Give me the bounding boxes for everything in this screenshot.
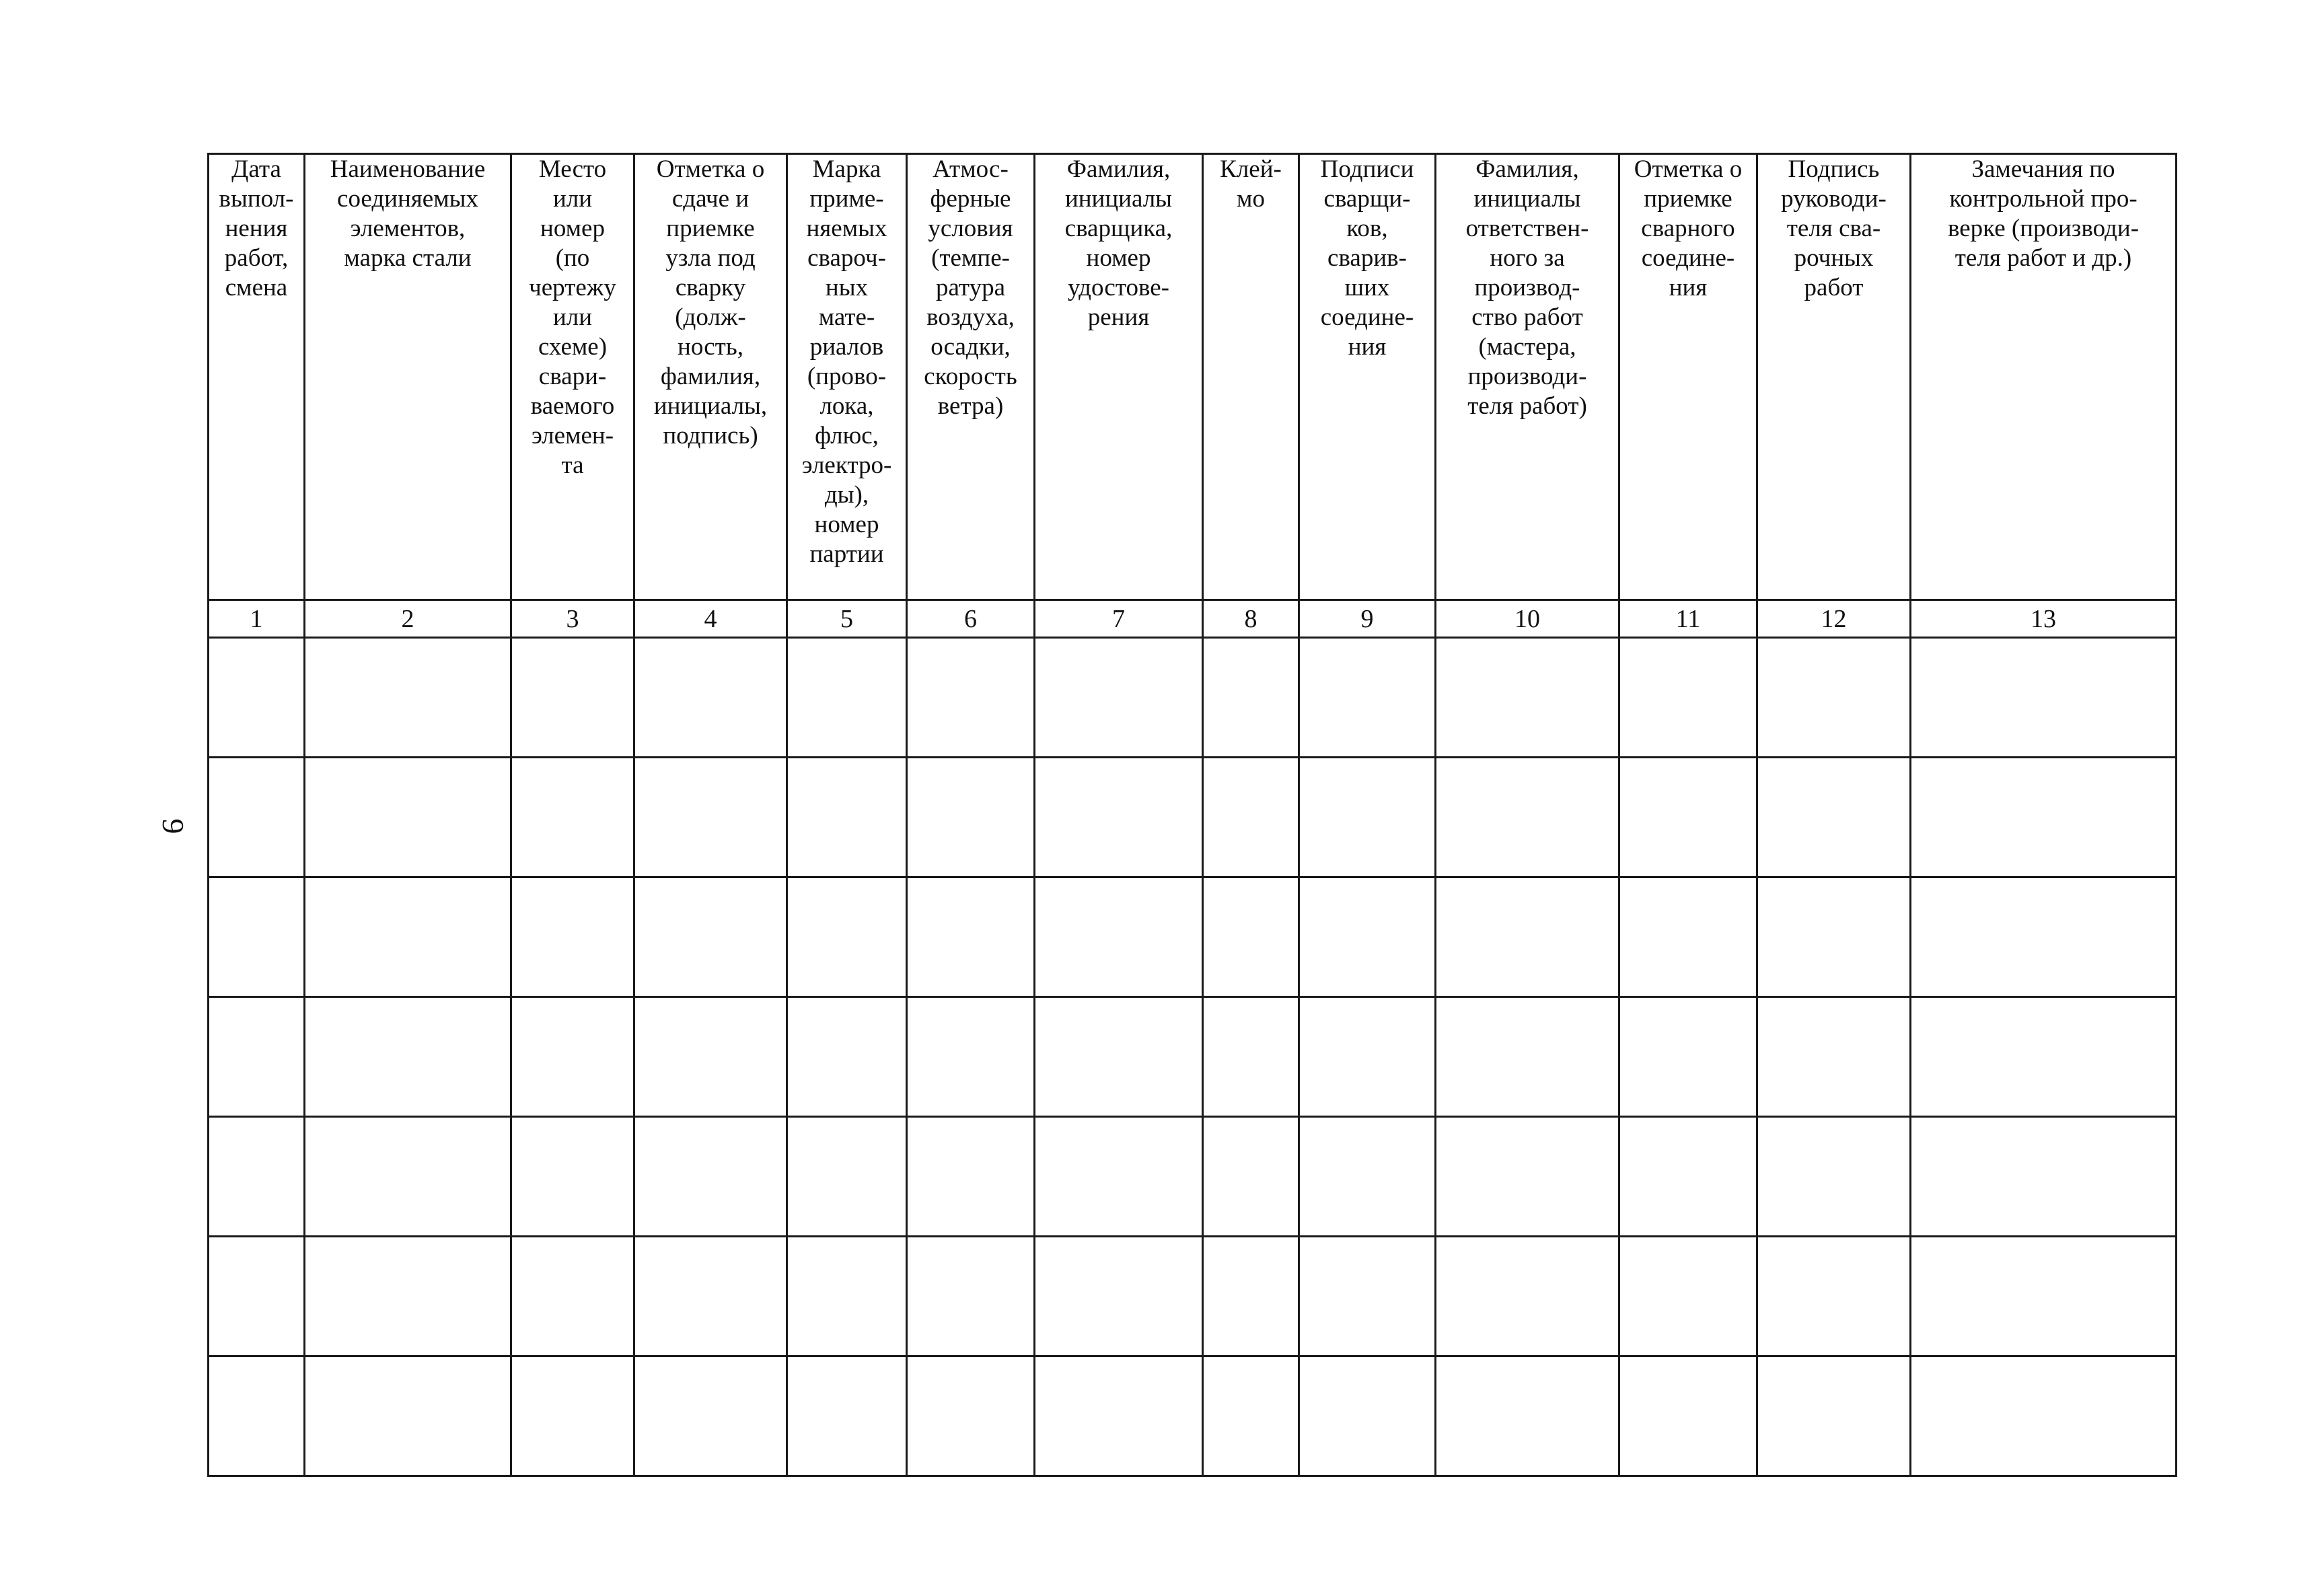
table-cell[interactable]	[1203, 1117, 1299, 1237]
table-cell[interactable]	[209, 877, 305, 997]
table-cell[interactable]	[1436, 877, 1619, 997]
table-cell[interactable]	[1436, 1237, 1619, 1356]
table-cell[interactable]	[1436, 997, 1619, 1117]
table-cell[interactable]	[787, 1356, 907, 1476]
table-cell[interactable]	[305, 1356, 511, 1476]
table-cell[interactable]	[787, 1237, 907, 1356]
column-number: 8	[1203, 600, 1299, 638]
table-cell[interactable]	[1035, 877, 1203, 997]
column-number: 12	[1757, 600, 1911, 638]
column-header-responsible: Фамилия, инициалы ответствен- ного за производ- ство работ (мастера, производи- теля работ)	[1436, 154, 1619, 600]
column-header-supervisor-signature: Подпись руководи- теля сва- рочных работ	[1757, 154, 1911, 600]
table-cell[interactable]	[787, 877, 907, 997]
table-cell[interactable]	[1436, 758, 1619, 877]
table-cell[interactable]	[1619, 638, 1757, 758]
table-cell[interactable]	[1299, 997, 1436, 1117]
table-cell[interactable]	[1035, 1237, 1203, 1356]
page-number: 9	[156, 818, 191, 834]
table-cell[interactable]	[1203, 1356, 1299, 1476]
column-number: 1	[209, 600, 305, 638]
table-cell[interactable]	[907, 997, 1035, 1117]
column-number: 6	[907, 600, 1035, 638]
column-number: 11	[1619, 600, 1757, 638]
column-header-joint-acceptance: Отметка о приемке сварного соедине- ния	[1619, 154, 1757, 600]
table-cell[interactable]	[1619, 1117, 1757, 1237]
table-cell[interactable]	[209, 758, 305, 877]
table-cell[interactable]	[1911, 1237, 2177, 1356]
column-header-assembly-acceptance: Отметка о сдаче и приемке узла под сварку (долж- ность, фамилия, инициалы, подпись)	[634, 154, 787, 600]
column-header-date: Дата выпол- нения работ, смена	[209, 154, 305, 600]
table-cell[interactable]	[511, 758, 634, 877]
column-number: 10	[1436, 600, 1619, 638]
table-cell[interactable]	[1035, 1117, 1203, 1237]
table-cell[interactable]	[1299, 758, 1436, 877]
table-cell[interactable]	[907, 1117, 1035, 1237]
table-cell[interactable]	[907, 758, 1035, 877]
table-cell[interactable]	[634, 1237, 787, 1356]
table-cell[interactable]	[1035, 638, 1203, 758]
table-cell[interactable]	[907, 638, 1035, 758]
column-header-welder-signatures: Подписи сварщи- ков, сварив- ших соедине- ния	[1299, 154, 1436, 600]
table-cell[interactable]	[634, 997, 787, 1117]
table-cell[interactable]	[305, 997, 511, 1117]
table-cell[interactable]	[511, 1356, 634, 1476]
table-cell[interactable]	[634, 1117, 787, 1237]
table-cell[interactable]	[511, 1237, 634, 1356]
table-cell[interactable]	[1203, 997, 1299, 1117]
table-cell[interactable]	[907, 1237, 1035, 1356]
table-cell[interactable]	[305, 877, 511, 997]
column-number: 7	[1035, 600, 1203, 638]
table-cell[interactable]	[209, 1356, 305, 1476]
table-cell[interactable]	[1757, 758, 1911, 877]
column-header-stamp: Клей- мо	[1203, 154, 1299, 600]
table-cell[interactable]	[1757, 1356, 1911, 1476]
table-cell[interactable]	[1436, 1356, 1619, 1476]
table-cell[interactable]	[1911, 997, 2177, 1117]
table-row	[209, 1356, 2177, 1476]
column-header-weather: Атмос- ферные условия (темпе- ратура воздуха, осадки, скорость ветра)	[907, 154, 1035, 600]
table-cell[interactable]	[634, 758, 787, 877]
table-cell[interactable]	[1299, 1117, 1436, 1237]
table-cell[interactable]	[1911, 638, 2177, 758]
column-number: 13	[1911, 600, 2177, 638]
table-row	[209, 1237, 2177, 1356]
table-cell[interactable]	[511, 877, 634, 997]
table-cell[interactable]	[1436, 1117, 1619, 1237]
table-cell[interactable]	[1757, 877, 1911, 997]
table-cell[interactable]	[634, 877, 787, 997]
table-cell[interactable]	[1911, 1117, 2177, 1237]
header-row	[209, 154, 2177, 600]
column-header-remarks: Замечания по контрольной про- верке (производи- теля работ и др.)	[1911, 154, 2177, 600]
table-cell[interactable]	[511, 997, 634, 1117]
table-cell[interactable]	[1035, 997, 1203, 1117]
column-header-welder: Фамилия, инициалы сварщика, номер удостове- рения	[1035, 154, 1203, 600]
table-cell[interactable]	[1436, 638, 1619, 758]
table-cell[interactable]	[1911, 1356, 2177, 1476]
journal-body	[209, 638, 2177, 1476]
table-cell[interactable]	[305, 1117, 511, 1237]
column-number: 2	[305, 600, 511, 638]
table-cell[interactable]	[634, 1356, 787, 1476]
column-number: 4	[634, 600, 787, 638]
column-header-materials: Марка приме- няемых свароч- ных мате- риалов (прово- лока, флюс, электро- ды), номер партии	[787, 154, 907, 600]
column-header-elements: Наименование соединяемых элементов, марка стали	[305, 154, 511, 600]
table-row	[209, 997, 2177, 1117]
table-cell[interactable]	[907, 1356, 1035, 1476]
table-cell[interactable]	[511, 638, 634, 758]
column-number-row	[209, 600, 2177, 638]
table-cell[interactable]	[1619, 1237, 1757, 1356]
table-cell[interactable]	[787, 997, 907, 1117]
column-number: 3	[511, 600, 634, 638]
table-cell[interactable]	[1757, 1117, 1911, 1237]
table-row	[209, 758, 2177, 877]
column-number: 5	[787, 600, 907, 638]
table-cell[interactable]	[1757, 1237, 1911, 1356]
table-cell[interactable]	[787, 1117, 907, 1237]
table-row	[209, 877, 2177, 997]
table-cell[interactable]	[1911, 877, 2177, 997]
table-cell[interactable]	[907, 877, 1035, 997]
table-cell[interactable]	[787, 638, 907, 758]
welding-journal-table	[207, 153, 2177, 1477]
table-cell[interactable]	[511, 1117, 634, 1237]
table-cell[interactable]	[209, 1117, 305, 1237]
table-cell[interactable]	[634, 638, 787, 758]
table-cell[interactable]	[209, 997, 305, 1117]
table-row	[209, 1117, 2177, 1237]
table-cell[interactable]	[1035, 758, 1203, 877]
table-cell[interactable]	[1299, 638, 1436, 758]
table-cell[interactable]	[1203, 877, 1299, 997]
table-cell[interactable]	[1203, 758, 1299, 877]
table-cell[interactable]	[209, 1237, 305, 1356]
table-cell[interactable]	[1619, 997, 1757, 1117]
table-cell[interactable]	[1299, 1356, 1436, 1476]
table-cell[interactable]	[1619, 758, 1757, 877]
table-cell[interactable]	[1911, 758, 2177, 877]
table-row	[209, 638, 2177, 758]
table-cell[interactable]	[305, 1237, 511, 1356]
column-header-location: Место или номер (по чертежу или схеме) свари- ваемого элемен- та	[511, 154, 634, 600]
table-cell[interactable]	[1299, 877, 1436, 997]
table-cell[interactable]	[1757, 997, 1911, 1117]
column-number: 9	[1299, 600, 1436, 638]
table-cell[interactable]	[209, 638, 305, 758]
table-cell[interactable]	[787, 758, 907, 877]
table-cell[interactable]	[1757, 638, 1911, 758]
table-cell[interactable]	[1203, 638, 1299, 758]
table-cell[interactable]	[1035, 1356, 1203, 1476]
table-cell[interactable]	[1203, 1237, 1299, 1356]
table-cell[interactable]	[305, 638, 511, 758]
table-cell[interactable]	[1619, 877, 1757, 997]
table-cell[interactable]	[1619, 1356, 1757, 1476]
table-cell[interactable]	[1299, 1237, 1436, 1356]
table-cell[interactable]	[305, 758, 511, 877]
